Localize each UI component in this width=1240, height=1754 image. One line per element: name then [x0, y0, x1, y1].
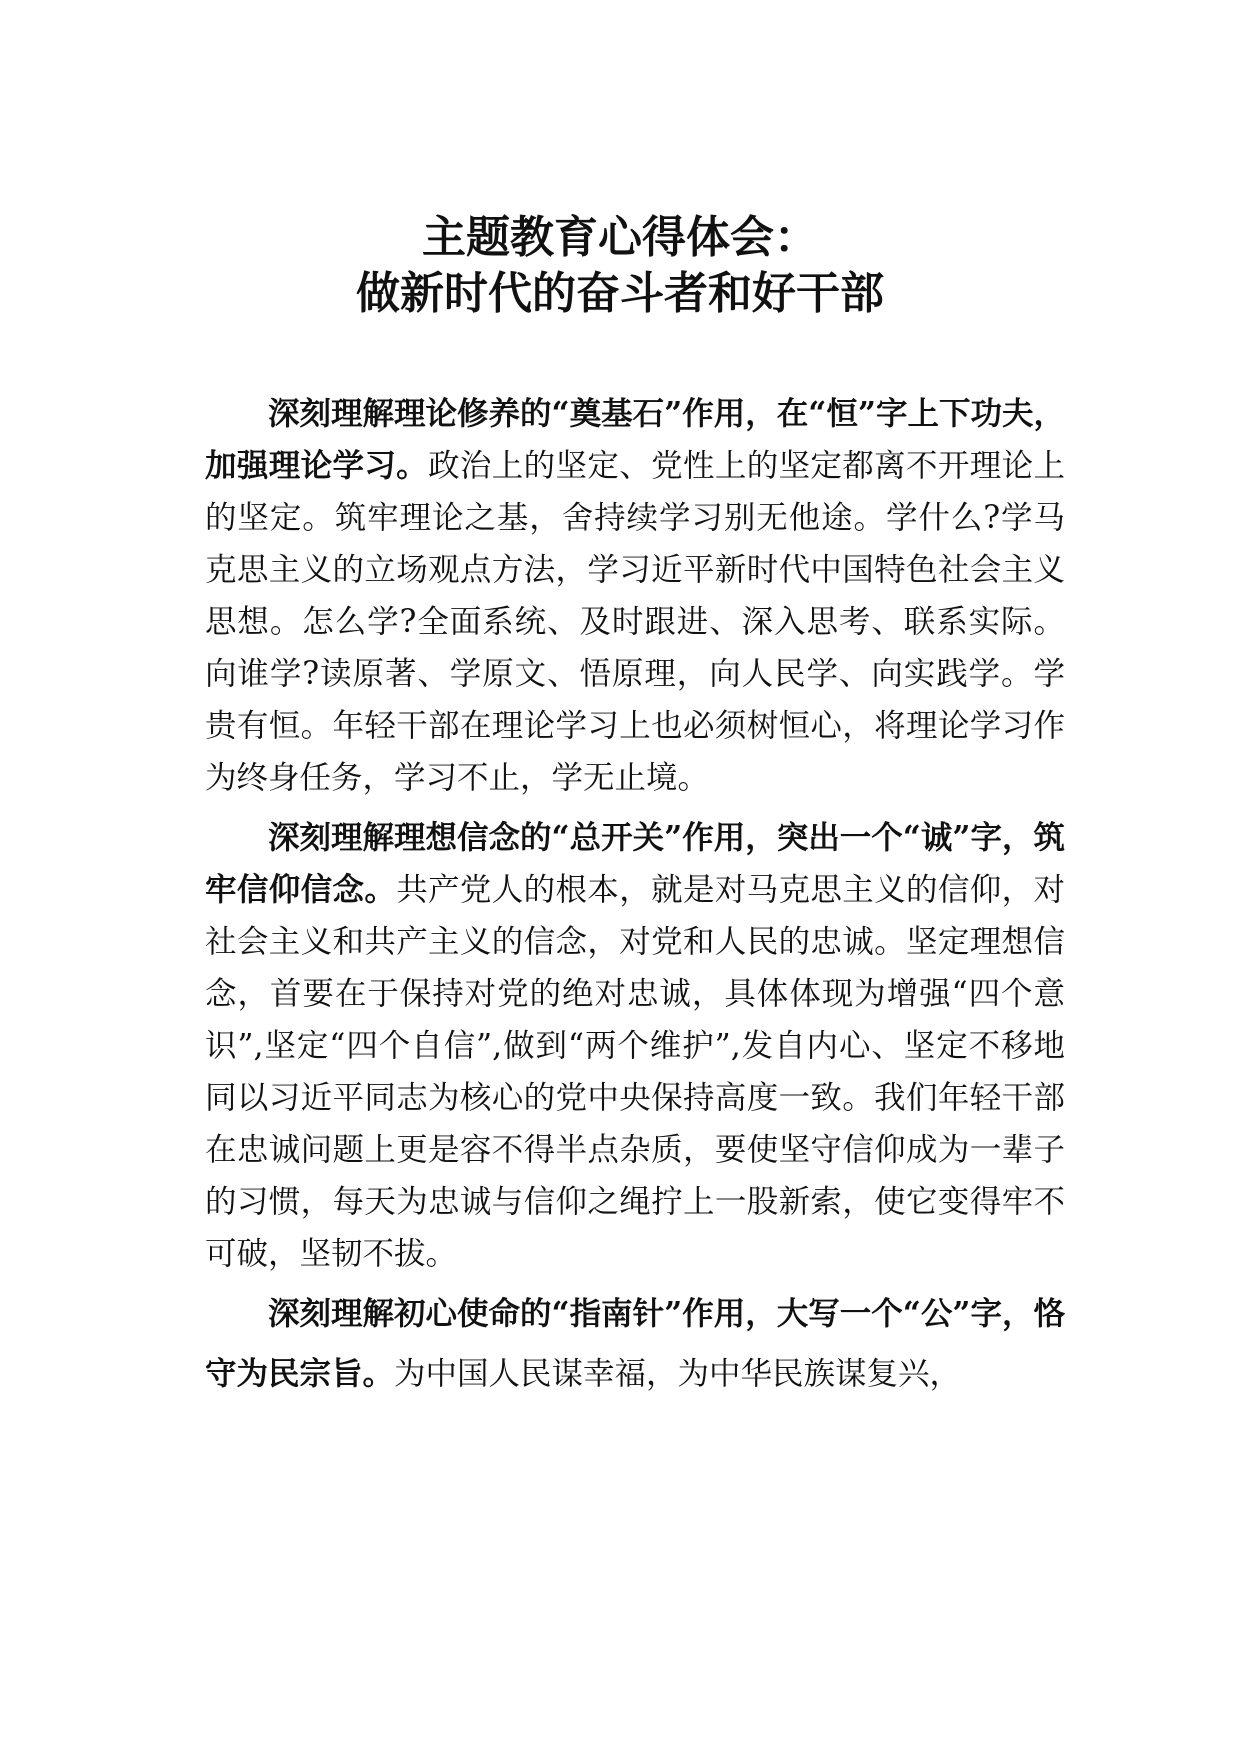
paragraph-text: 为中国人民谋幸福，为中华民族谋复兴，	[394, 1356, 962, 1392]
document-body	[205, 388, 1065, 1404]
paragraph-lead: 深刻理解初心使命的“指南针”作用，大写一个“公”字，恪守为民宗旨。	[205, 1295, 1065, 1392]
paragraph-mission	[205, 1284, 1065, 1404]
document-title	[0, 210, 1240, 322]
paragraph-theory	[205, 388, 1065, 804]
paragraph-text: 政治上的坚定、党性上的坚定都离不开理论上的坚定。筑牢理论之基，舍持续学习别无他途。学什么?学马克思主义的立场观点方法，学习近平新时代中国特色社会主义思想。怎么学?全面系统、及时跟进、深入思考、联系实际。向谁学?读原著、学原文、悟原理，向人民学、向实践学。学贵有恒。年轻干部在理论学习上也必须树恒心，将理论学习作为终身任务，学习不止，学无止境。	[205, 448, 1065, 796]
title-line-2: 做新时代的奋斗者和好干部	[356, 268, 884, 319]
paragraph-lead: 深刻理解理论修养的“奠基石”作用，在“恒”字上下功夫，加强理论学习。	[205, 395, 1065, 484]
title-line-1: 主题教育心得体会：	[422, 212, 818, 263]
paragraph-ideals	[205, 812, 1065, 1280]
paragraph-text: 共产党人的根本，就是对马克思主义的信仰，对社会主义和共产主义的信念，对党和人民的忠诚。坚定理想信念，首要在于保持对党的绝对忠诚，具体体现为增强“四个意识”,坚定“四个自信”,做到“两个维护”,发自内心、坚定不移地同以习近平同志为核心的党中央保持高度一致。我们年轻干部在忠诚问题上更是容不得半点杂质，要使坚守信仰成为一辈子的习惯，每天为忠诚与信仰之绳拧上一股新索，使它变得牢不可破，坚韧不拔。	[205, 872, 1065, 1272]
paragraph-lead: 深刻理解理想信念的“总开关”作用，突出一个“诚”字，筑牢信仰信念。	[205, 819, 1065, 908]
